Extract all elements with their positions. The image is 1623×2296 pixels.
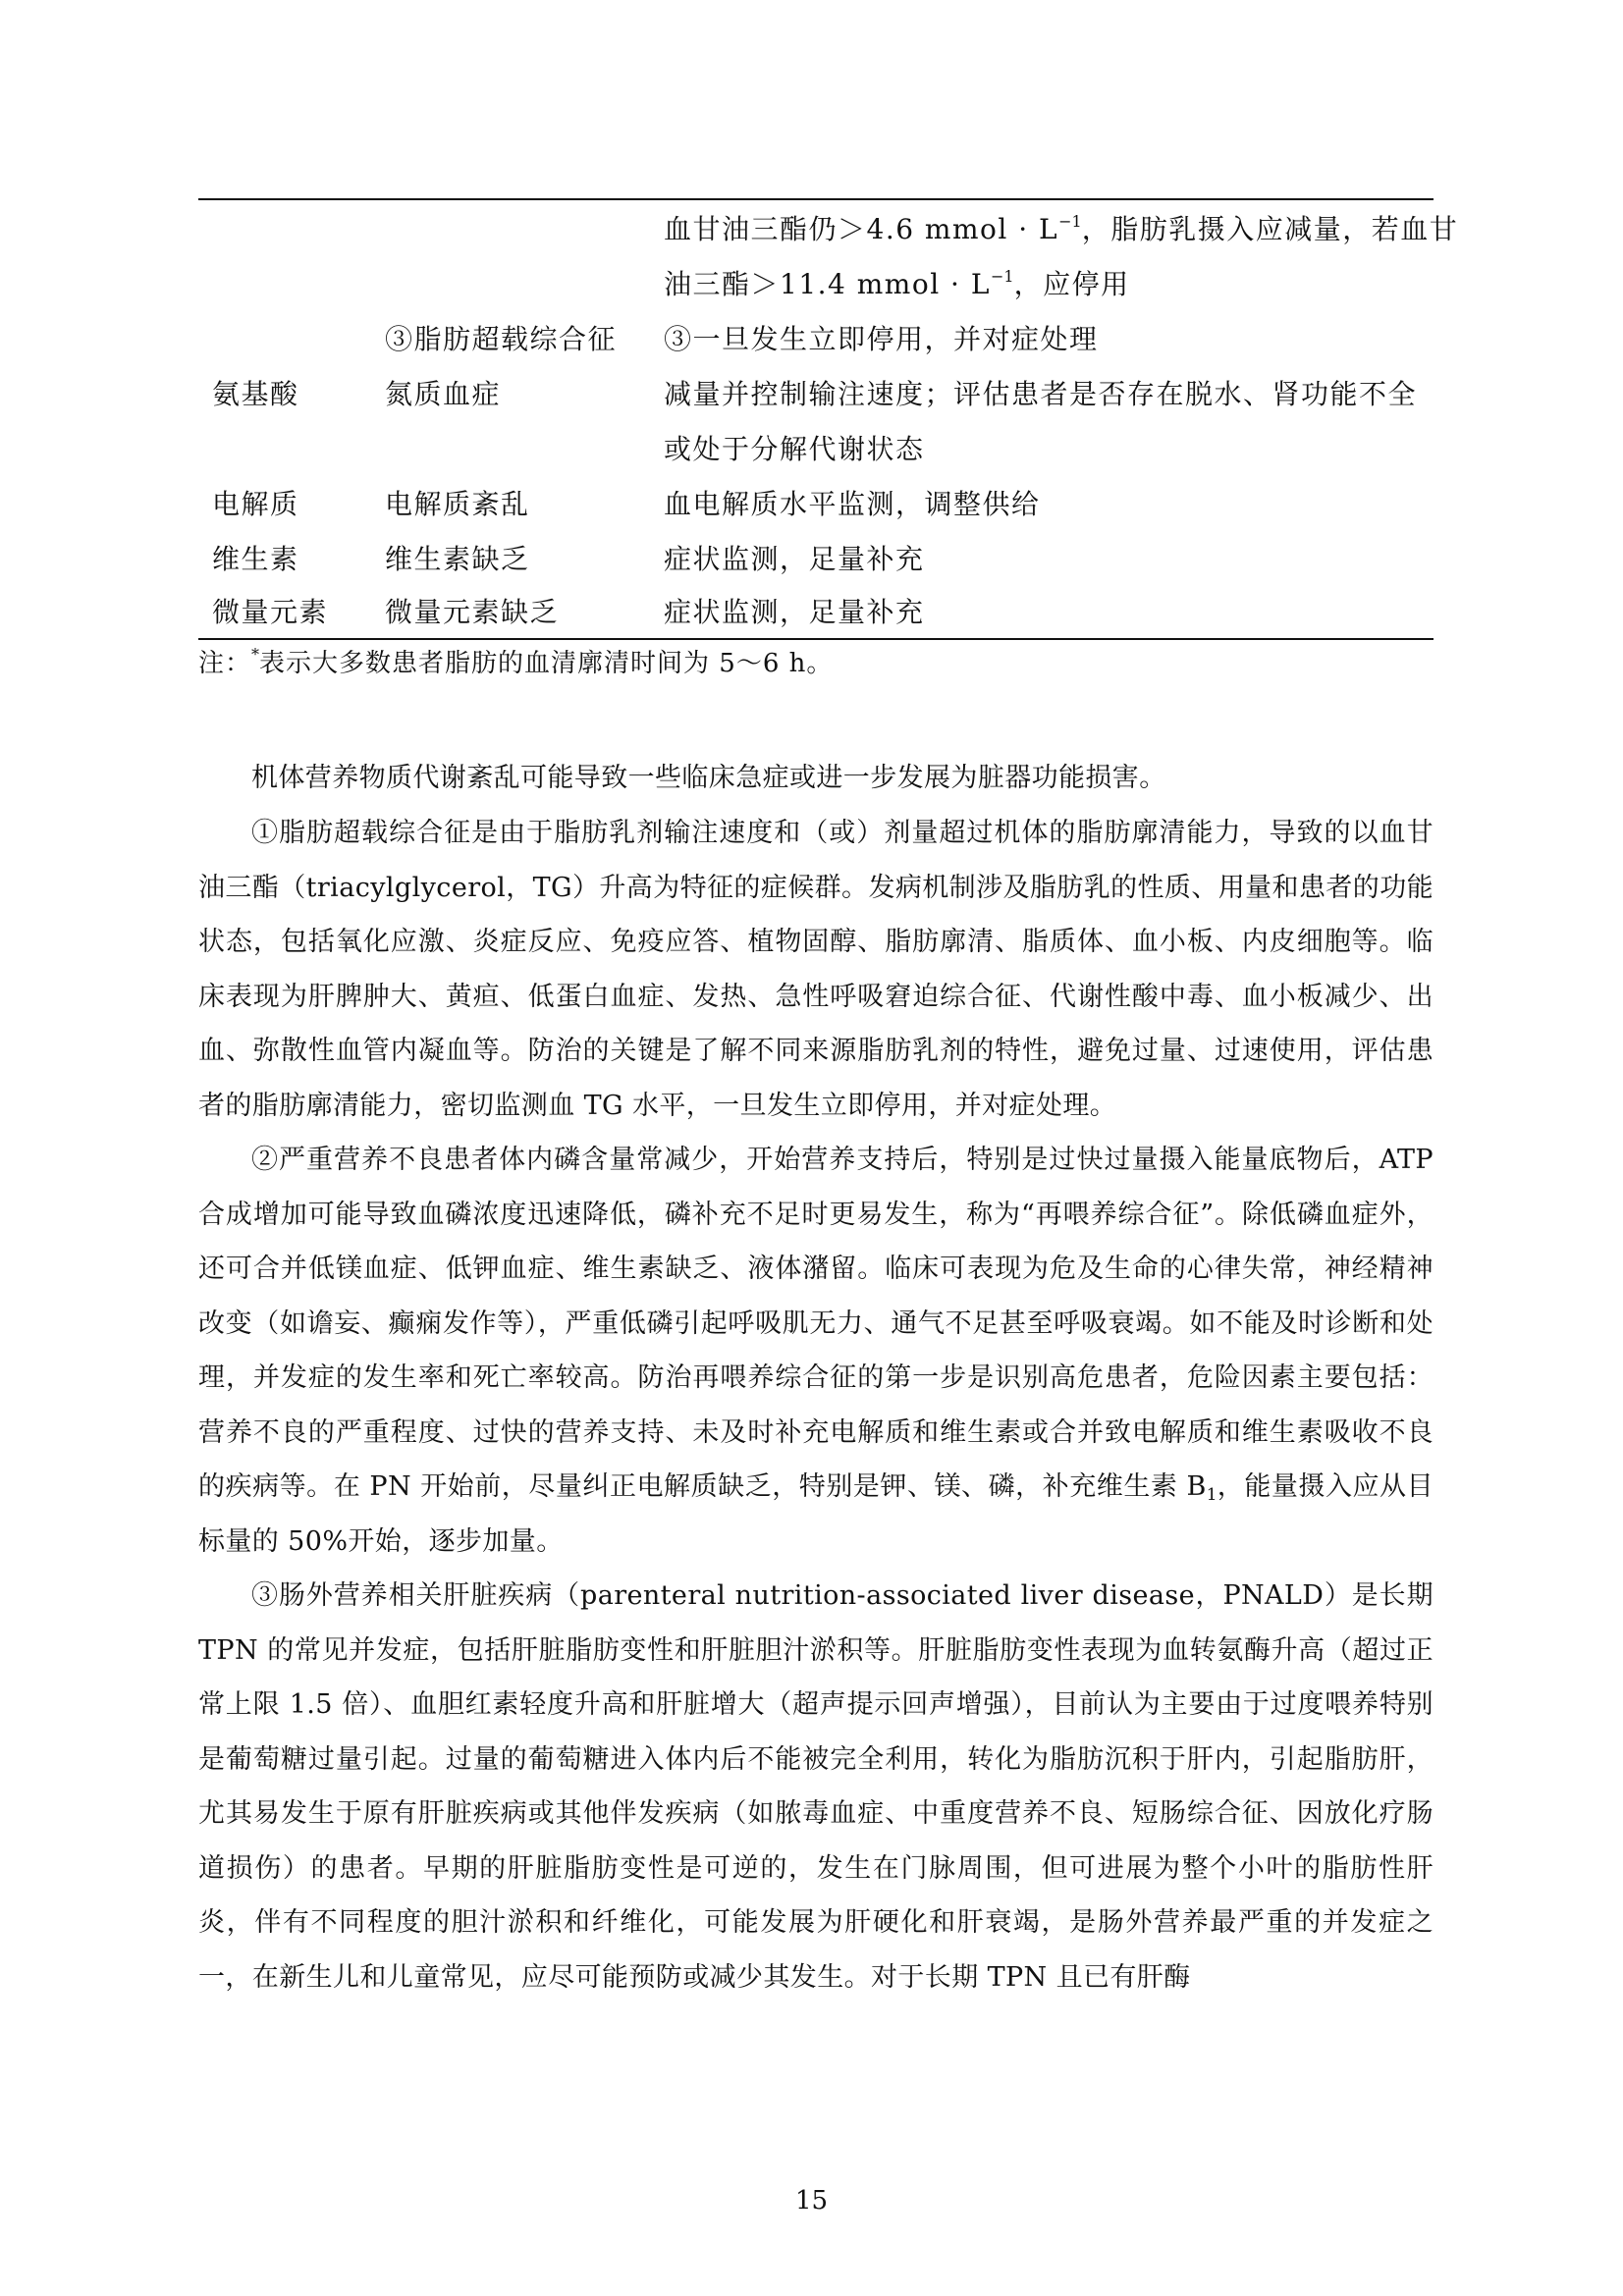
table-cell: 微量元素缺乏 xyxy=(385,596,560,628)
table-cell xyxy=(664,257,1130,312)
table-footnote xyxy=(198,636,833,691)
table-top-rule xyxy=(198,198,1434,200)
footnote-text: 表示大多数患者脂肪的血清廓清时间为 5～6 h。 xyxy=(259,649,834,678)
table-cell-nutrient: 氨基酸 xyxy=(212,378,299,410)
table-cell: 电解质紊乱 xyxy=(385,488,530,520)
paragraph-text: ②严重营养不良患者体内磷含量常减少，开始营养支持后，特别是过快过量摄入能量底物后，ATP 合成增加可能导致血磷浓度迅速降低，磷补充不足时更易发生，称为“再喂养综合征”。除低磷血症外，还可合并低镁血症、低钾血症、维生素缺乏、液体潴留。临床可表现为危及生命的心律失常，神经精神改变（如谵妄、癫痫发作等），严重低磷引起呼吸肌无力、通气不足甚至呼吸衰竭。如不能及时诊断和处理，并发症的发生率和死亡率较高。防治再喂养综合征的第一步是识别高危患者，危险因素主要包括：营养不良的严重程度、过快的营养支持、未及时补充电解质和维生素或合并致电解质和维生素吸收不良的疾病等。在 PN 开始前，尽量纠正电解质缺乏，特别是钾、镁、磷，补充维生素 B xyxy=(198,1145,1434,1502)
table-cell xyxy=(664,202,1458,257)
paragraph-refeeding xyxy=(198,1133,1434,1569)
table-cell-nutrient: 维生素 xyxy=(212,543,299,575)
cell-text: 油三酯＞11.4 mmol · L xyxy=(664,268,991,300)
subscript: 1 xyxy=(1206,1485,1217,1505)
paragraph-text: ，能量摄入应从目标量的 50%开始，逐步加量。 xyxy=(198,1471,1434,1557)
table-cell: 血电解质水平监测，调整供给 xyxy=(664,488,1041,520)
superscript: −1 xyxy=(990,267,1014,286)
table-cell: ③脂肪超载综合征 xyxy=(385,323,618,355)
table-cell: 维生素缺乏 xyxy=(385,543,530,575)
paragraph-pnald: ③肠外营养相关肝脏疾病（parenteral nutrition-associated liver disease，PNALD）是长期 TPN 的常见并发症，包括肝脏脂肪变性和肝脏胆汁淤积等。肝脏脂肪变性表现为血转氨酶升高（超过正常上限 1.5 倍）、血胆红素轻度升高和肝脏增大（超声提示回声增强），目前认为主要由于过度喂养特别是葡萄糖过量引起。过量的葡萄糖进入体内后不能被完全利用，转化为脂肪沉积于肝内，引起脂肪肝，尤其易发生于原有肝脏疾病或其他伴发疾病（如脓毒血症、中重度营养不良、短肠综合征、因放化疗肠道损伤）的患者。早期的肝脏脂肪变性是可逆的，发生在门脉周围，但可进展为整个小叶的脂肪性肝炎，伴有不同程度的胆汁淤积和纤维化，可能发展为肝硬化和肝衰竭，是肠外营养最严重的并发症之一，在新生儿和儿童常见，应尽可能预防或减少其发生。对于长期 TPN 且已有肝酶 xyxy=(198,1580,1434,1993)
footnote-mark: * xyxy=(251,645,260,664)
table-cell: 氮质血症 xyxy=(385,378,502,410)
table-cell: 减量并控制输注速度；评估患者是否存在脱水、肾功能不全 xyxy=(664,378,1418,410)
table-cell: 症状监测，足量补充 xyxy=(664,596,925,628)
cell-text: 血甘油三酯仍＞4.6 mmol · L xyxy=(664,213,1059,245)
table-cell-nutrient: 电解质 xyxy=(212,488,299,520)
cell-text: ，脂肪乳摄入应减量，若血甘 xyxy=(1081,213,1459,245)
paragraph-fat-overload: ①脂肪超载综合征是由于脂肪乳剂输注速度和（或）剂量超过机体的脂肪廓清能力，导致的以血甘油三酯（triacylglycerol，TG）升高为特征的症候群。发病机制涉及脂肪乳的性质、用量和患者的功能状态，包括氧化应激、炎症反应、免疫应答、植物固醇、脂肪廓清、脂质体、血小板、内皮细胞等。临床表现为肝脾肿大、黄疸、低蛋白血症、发热、急性呼吸窘迫综合征、代谢性酸中毒、血小板减少、出血、弥散性血管内凝血等。防治的关键是了解不同来源脂肪乳剂的特性，避免过量、过速使用，评估患者的脂肪廓清能力，密切监测血 TG 水平，一旦发生立即停用，并对症处理。 xyxy=(198,818,1434,1121)
paragraph: 机体营养物质代谢紊乱可能导致一些临床急症或进一步发展为脏器功能损害。 xyxy=(251,763,1166,793)
table-cell: 或处于分解代谢状态 xyxy=(664,433,925,465)
table-cell: 症状监测，足量补充 xyxy=(664,543,925,575)
superscript: −1 xyxy=(1058,212,1082,231)
table-cell-nutrient: 微量元素 xyxy=(212,596,329,628)
footnote-prefix: 注： xyxy=(198,649,252,678)
page-number: 15 xyxy=(794,2186,829,2216)
table-cell: ③一旦发生立即停用，并对症处理 xyxy=(664,323,1099,355)
cell-text: ，应停用 xyxy=(1013,268,1130,300)
